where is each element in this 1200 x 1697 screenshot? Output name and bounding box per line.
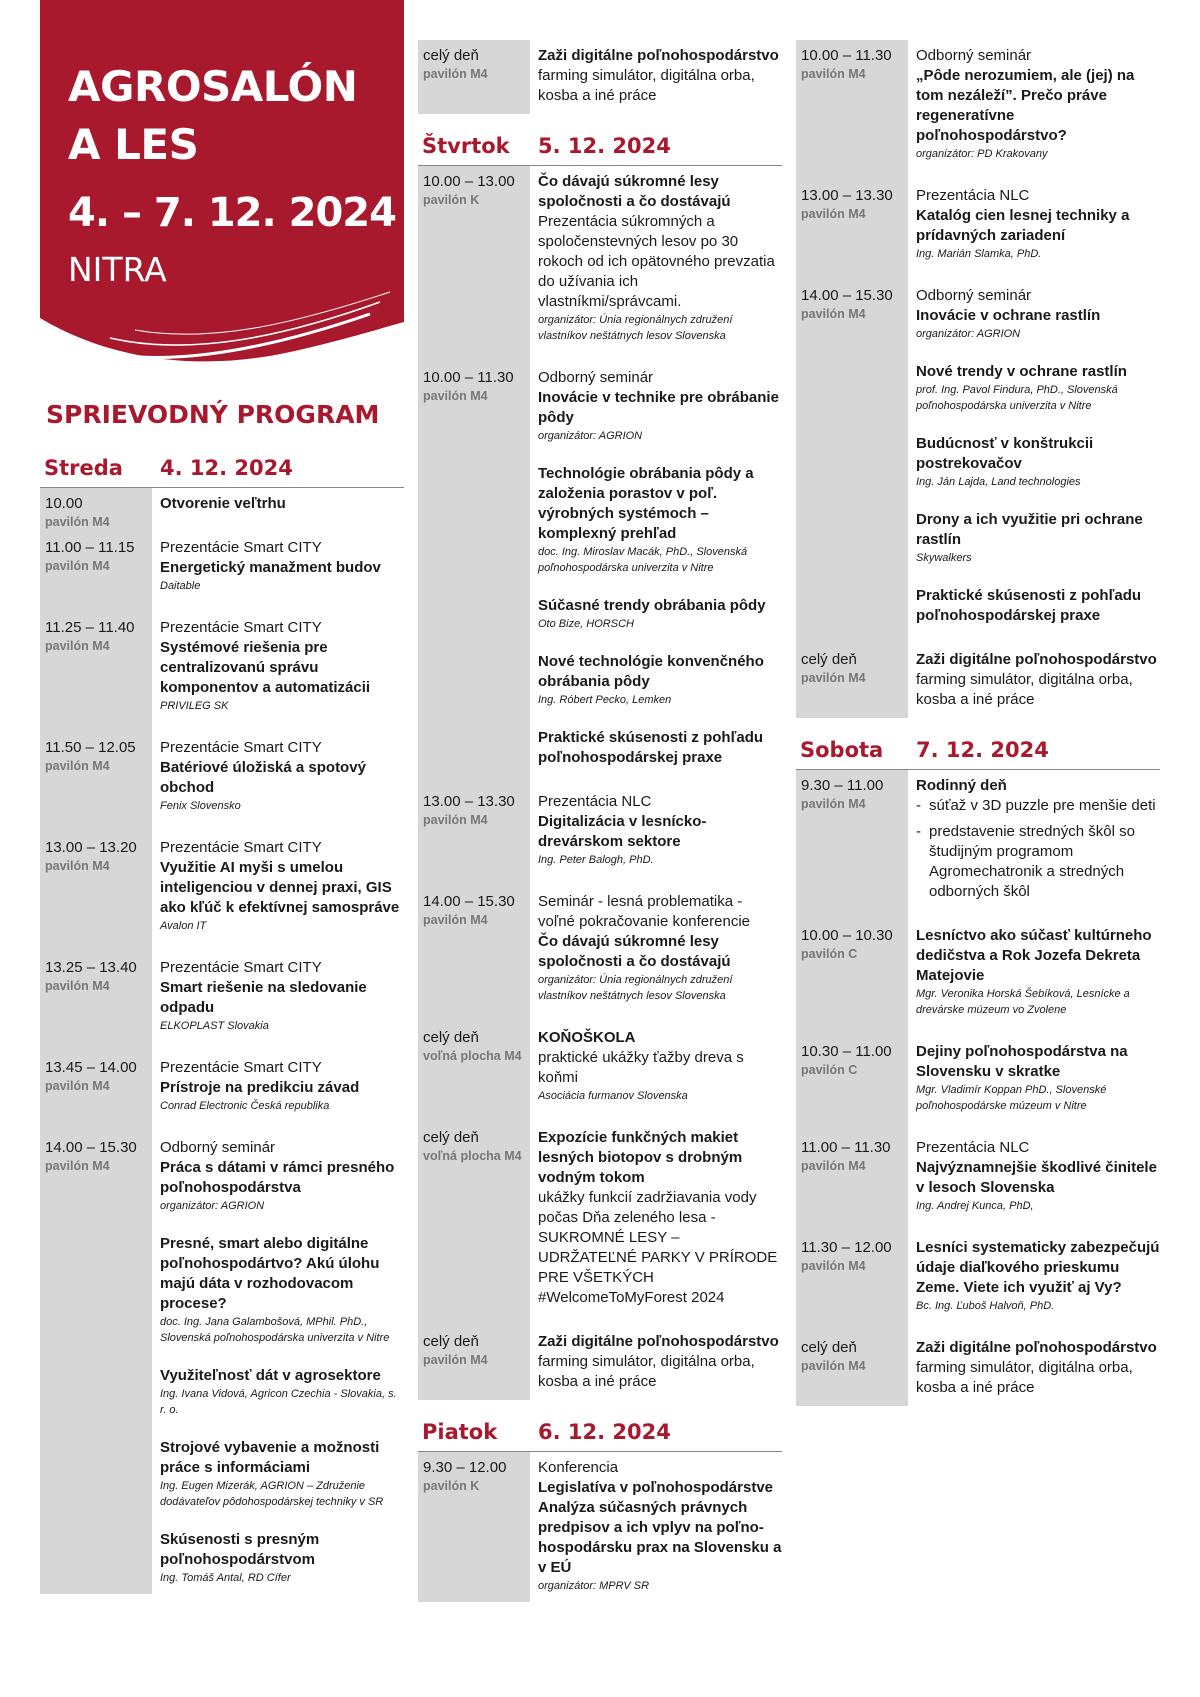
event-time-cell: [40, 612, 152, 732]
event-location: pavilón M4: [45, 515, 110, 529]
day-block-friday-continued: [796, 40, 1160, 718]
event-organizer: Conrad Electronic Česká republika: [160, 1100, 330, 1112]
event-time-cell: [418, 1326, 530, 1400]
subtopic-speaker: doc. Ing. Jana Galambošová, MPhil. PhD., Slovenská poľnohospodárska univerzita v Nitre: [160, 1316, 390, 1344]
day-header: [418, 1414, 782, 1452]
event-location: pavilón M4: [423, 1353, 488, 1367]
event-location: pavilón M4: [423, 389, 488, 403]
event-time-cell: [796, 40, 908, 180]
event-time: 13.00 – 13.20: [45, 839, 137, 856]
event-location: pavilón M4: [45, 759, 110, 773]
event-location: pavilón K: [423, 1479, 480, 1493]
event-organizer: organizátor: AGRION: [538, 430, 643, 442]
day-date: 7. 12. 2024: [916, 738, 1049, 762]
event-title: Digitalizácia v lesnícko-drevárskom sektore: [538, 813, 707, 850]
event-time-cell: [796, 770, 908, 920]
event-row: [796, 644, 1160, 718]
event-type: Prezentácie Smart CITY: [160, 839, 322, 856]
subtopic-speaker: doc. Ing. Miroslav Macák, PhD., Slovenská poľnohospodárska univerzita v Nitre: [538, 546, 748, 574]
event-body: [530, 886, 782, 1022]
fair-city: NITRA: [68, 250, 167, 289]
event-title: Zaži digitálne poľnohospodárstvo: [538, 47, 779, 64]
event-time-cell: [40, 732, 152, 832]
event-time: 14.00 – 15.30: [423, 893, 515, 910]
subtopic-speaker: Ing. Ján Lajda, Land technologies: [916, 476, 1081, 488]
event-organizer: organizátor: Únia regionálnych združení vlastníkov neštátnych lesov Slovenska: [538, 314, 733, 342]
event-title: Práca s dátami v rámci presného poľnohospodárstva: [160, 1159, 395, 1196]
event-organizer: organizátor: AGRION: [160, 1200, 265, 1212]
event-title: Inovácie v ochrane rastlín: [916, 307, 1101, 324]
event-time: 9.30 – 11.00: [801, 777, 884, 794]
event-row: [796, 180, 1160, 280]
event-title: Zaži digitálne poľnohospodárstvo: [538, 1333, 779, 1350]
event-location: pavilón C: [801, 947, 858, 961]
list-item: [916, 796, 1160, 816]
schedule-block: [418, 40, 782, 114]
event-location: pavilón M4: [45, 859, 110, 873]
event-location: voľná plocha M4: [423, 1149, 522, 1163]
event-body: [152, 488, 404, 532]
event-time-cell: [418, 40, 530, 114]
event-time-cell: [796, 644, 908, 718]
event-location: pavilón M4: [801, 671, 866, 685]
event-body: [152, 1052, 404, 1132]
event-row: [40, 732, 404, 832]
event-time: 10.00 – 10.30: [801, 927, 893, 944]
event-title: Rodinný deň: [916, 777, 1007, 794]
event-title: „Pôde nerozumiem, ale (jej) na tom nezáleží”. Prečo práve regeneratívne poľnohospodárstvo?: [916, 67, 1135, 144]
event-time: 10.00: [45, 495, 83, 512]
event-time: celý deň: [423, 1333, 479, 1350]
day-header: [40, 450, 404, 488]
day-date: 4. 12. 2024: [160, 456, 293, 480]
event-time-cell: [418, 1122, 530, 1326]
event-type: Odborný seminár: [160, 1139, 276, 1156]
column-3: [796, 40, 1160, 1406]
event-row: [796, 1332, 1160, 1406]
event-organizer: Bc. Ing. Ľuboš Halvoň, PhD.: [916, 1300, 1055, 1312]
event-organizer: Asociácia furmanov Slovenska: [538, 1090, 688, 1102]
subtopic-title: Technológie obrábania pôdy a založenia porastov v poľ. výrobných systémoch – komplexný prehľad: [538, 465, 754, 542]
event-type: Prezentácie Smart CITY: [160, 619, 322, 636]
event-body: [908, 920, 1160, 1036]
event-time: 9.30 – 12.00: [423, 1459, 507, 1476]
event-row: [418, 1122, 782, 1326]
day-date: 6. 12. 2024: [538, 1420, 671, 1444]
event-location: pavilón M4: [801, 1259, 866, 1273]
event-title: Prístroje na predikciu závad: [160, 1079, 360, 1096]
event-location: pavilón M4: [801, 1359, 866, 1373]
event-time-cell: [40, 1132, 152, 1594]
event-organizer: Ing. Andrej Kunca, PhD,: [916, 1200, 1034, 1212]
event-title: Zaži digitálne poľnohospodárstvo: [916, 651, 1157, 668]
event-type: Prezentácie Smart CITY: [160, 739, 322, 756]
event-organizer: organizátor: AGRION: [916, 328, 1021, 340]
event-location: pavilón K: [423, 193, 480, 207]
event-organizer: organizátor: MPRV SR: [538, 1580, 650, 1592]
subtopic-title: Nové trendy v ochrane rastlín: [916, 363, 1127, 380]
event-row: [40, 832, 404, 952]
event-location: pavilón C: [801, 1063, 858, 1077]
fair-title: AGROSALÓN A LES: [68, 62, 358, 169]
wave-decoration: [40, 0, 404, 375]
event-time-cell: [418, 1022, 530, 1122]
day-name: Sobota: [800, 738, 884, 762]
event-row: [418, 1452, 782, 1602]
event-description: praktické ukážky ťažby dreva s koňmi: [538, 1049, 744, 1086]
event-body: [908, 1232, 1160, 1332]
schedule-block: [40, 488, 404, 1594]
event-body: [908, 40, 1160, 180]
program-title: SPRIEVODNÝ PROGRAM: [46, 400, 380, 429]
schedule-block: [796, 770, 1160, 1406]
event-location: pavilón M4: [423, 67, 488, 81]
event-description: farming simulátor, digitálna orba, kosba a iné práce: [916, 1359, 1133, 1396]
event-body: [152, 832, 404, 952]
event-row: [418, 40, 782, 114]
subtopic-title: Skúsenosti s presným poľnohospodárstvom: [160, 1531, 320, 1568]
day-date: 5. 12. 2024: [538, 134, 671, 158]
subtopic: [538, 596, 782, 632]
event-location: pavilón M4: [423, 813, 488, 827]
event-time-cell: [796, 1132, 908, 1232]
event-time: 11.25 – 11.40: [45, 619, 135, 636]
event-time-cell: [418, 362, 530, 786]
event-time: 14.00 – 15.30: [45, 1139, 137, 1156]
event-row: [796, 40, 1160, 180]
event-organizer: Mgr. Vladimír Koppan PhD., Slovenské poľnohospodárske múzeum v Nitre: [916, 1084, 1107, 1112]
event-body: [908, 644, 1160, 718]
event-body: [908, 1332, 1160, 1406]
event-row: [796, 280, 1160, 644]
event-location: pavilón M4: [45, 639, 110, 653]
event-time: celý deň: [423, 47, 479, 64]
event-title: Otvorenie veľtrhu: [160, 495, 286, 512]
event-body: [530, 786, 782, 886]
event-time-cell: [796, 920, 908, 1036]
column-2: [418, 40, 782, 1602]
event-location: pavilón M4: [801, 797, 866, 811]
event-title: Legislatíva v poľnohospodárstve Analýza súčasných právnych predpisov a ich vplyv na poľno-hospodársku prax na Slovensku a v EÚ: [538, 1479, 782, 1576]
event-body: [152, 1132, 404, 1594]
event-row: [796, 920, 1160, 1036]
subtopic-title: Praktické skúsenosti z pohľadu poľnohospodárskej praxe: [916, 587, 1142, 624]
schedule-block: [796, 40, 1160, 718]
event-time: 11.50 – 12.05: [45, 739, 136, 756]
event-title: Inovácie v technike pre obrábanie pôdy: [538, 389, 779, 426]
event-type: Prezentácia NLC: [538, 793, 652, 810]
event-title: KOŇOŠKOLA: [538, 1029, 636, 1046]
event-body: [530, 166, 782, 362]
event-time: celý deň: [423, 1029, 479, 1046]
event-title: Najvýznamnejšie škodlivé činitele v lesoch Slovenska: [916, 1159, 1157, 1196]
event-time-cell: [40, 832, 152, 952]
event-location: pavilón M4: [45, 1079, 110, 1093]
event-location: pavilón M4: [45, 559, 110, 573]
subtopic: [160, 1234, 404, 1346]
event-time-cell: [796, 1232, 908, 1332]
event-type: Prezentácia NLC: [916, 187, 1030, 204]
day-block-wednesday: [40, 450, 404, 1594]
day-name: Štvrtok: [422, 134, 510, 158]
subtopic: [160, 1366, 404, 1418]
event-type: Seminár - lesná problematika - voľné pokračovanie konferencie: [538, 893, 751, 930]
event-title: Dejiny poľnohospodárstva na Slovensku v skratke: [916, 1043, 1128, 1080]
subtopic-title: Drony a ich využitie pri ochrane rastlín: [916, 511, 1143, 548]
subtopic-speaker: Ing. Ivana Vidová, Agricon Czechia - Slovakia, s. r. o.: [160, 1388, 397, 1416]
subtopic-speaker: Ing. Eugen Mizerák, AGRION – Združenie dodávateľov pôdohospodárskej techniky v SR: [160, 1480, 384, 1508]
event-organizer: organizátor: PD Krakovany: [916, 148, 1048, 160]
event-time: 10.00 – 11.30: [423, 369, 514, 386]
event-time: 13.00 – 13.30: [423, 793, 515, 810]
event-body: [530, 1452, 782, 1602]
day-name: Streda: [44, 456, 123, 480]
subtopic: [538, 652, 782, 708]
event-location: pavilón M4: [801, 1159, 866, 1173]
event-body: [908, 180, 1160, 280]
event-time: 14.00 – 15.30: [801, 287, 893, 304]
event-row: [418, 886, 782, 1022]
event-time-cell: [796, 180, 908, 280]
subtopic-speaker: Ing. Tomáš Antal, RD Cífer: [160, 1572, 291, 1584]
subtopic: [916, 510, 1160, 566]
event-time-cell: [418, 786, 530, 886]
event-row: [40, 612, 404, 732]
list-item-text: súťaž v 3D puzzle pre menšie deti: [929, 797, 1156, 814]
subtopic-speaker: Skywalkers: [916, 552, 972, 564]
subtopic-title: Využiteľnosť dát v agrosektore: [160, 1367, 381, 1384]
event-body: [908, 1036, 1160, 1132]
event-time-cell: [40, 488, 152, 532]
subtopic: [160, 1530, 404, 1586]
event-title: Čo dávajú súkromné lesy spoločnosti a čo dostávajú: [538, 933, 731, 970]
event-title: Využitie AI myši s umelou inteligenciou v dennej praxi, GIS ako kľúč k efektívnej samospráve: [160, 859, 400, 916]
schedule-block: [418, 166, 782, 1400]
event-body: [152, 952, 404, 1052]
event-time: 10.30 – 11.00: [801, 1043, 892, 1060]
event-time-cell: [796, 1036, 908, 1132]
event-description: farming simulátor, digitálna orba, kosba a iné práce: [538, 1353, 755, 1390]
schedule-block: [418, 1452, 782, 1602]
event-location: pavilón M4: [45, 979, 110, 993]
event-row: [40, 952, 404, 1052]
subtopic-speaker: Oto Bize, HORSCH: [538, 618, 634, 630]
list-item: [916, 822, 1160, 902]
event-organizer: Daitable: [160, 580, 201, 592]
event-time: celý deň: [801, 651, 857, 668]
event-body: [908, 280, 1160, 644]
event-description: Prezentácia súkromných a spoločenstevných lesov po 30 rokoch od ich opätovného prevzatia do užívania ich vlastníkmi/správcami.: [538, 213, 775, 310]
event-type: Odborný seminár: [538, 369, 654, 386]
event-body: [530, 40, 782, 114]
event-row: [796, 1036, 1160, 1132]
event-organizer: ELKOPLAST Slovakia: [160, 1020, 269, 1032]
event-type: Prezentácie Smart CITY: [160, 539, 322, 556]
day-block-friday: [418, 1414, 782, 1602]
event-title: Expozície funkčných makiet lesných biotopov s drobným vodným tokom: [538, 1129, 743, 1186]
event-row: [418, 786, 782, 886]
event-row: [418, 166, 782, 362]
subtopic-title: Praktické skúsenosti z pohľadu poľnohospodárskej praxe: [538, 729, 764, 766]
event-time-cell: [40, 1052, 152, 1132]
event-time-cell: [418, 1452, 530, 1602]
event-time: 11.30 – 12.00: [801, 1239, 892, 1256]
day-name: Piatok: [422, 1420, 498, 1444]
event-type: Prezentácie Smart CITY: [160, 1059, 322, 1076]
event-row: [40, 532, 404, 612]
event-body: [908, 1132, 1160, 1232]
event-time: 13.00 – 13.30: [801, 187, 893, 204]
event-title: Čo dávajú súkromné lesy spoločnosti a čo dostávajú: [538, 173, 731, 210]
event-row: [796, 770, 1160, 920]
event-organizer: Ing. Marián Slamka, PhD.: [916, 248, 1042, 260]
event-time-cell: [418, 886, 530, 1022]
event-type: Prezentácia NLC: [916, 1139, 1030, 1156]
event-type: Odborný seminár: [916, 47, 1032, 64]
column-1: [40, 450, 404, 1594]
subtopic-title: Nové technológie konvenčného obrábania pôdy: [538, 653, 764, 690]
event-row: [40, 1132, 404, 1594]
subtopic-title: Súčasné trendy obrábania pôdy: [538, 597, 766, 614]
event-location: pavilón M4: [801, 207, 866, 221]
event-type: Konferencia: [538, 1459, 619, 1476]
event-body: [152, 732, 404, 832]
event-organizer: organizátor: Únia regionálnych združení vlastníkov neštátnych lesov Slovenska: [538, 974, 733, 1002]
event-row: [40, 1052, 404, 1132]
fair-dates: 4. – 7. 12. 2024: [68, 190, 396, 236]
subtopic: [538, 464, 782, 576]
subtopic-title: Strojové vybavenie a možnosti práce s informáciami: [160, 1439, 380, 1476]
event-description: farming simulátor, digitálna orba, kosba a iné práce: [916, 671, 1133, 708]
subtopic-title: Presné, smart alebo digitálne poľnohospodártvo? Akú úlohu majú dáta v rozhodovacom procese?: [160, 1235, 380, 1312]
event-title: Katalóg cien lesnej techniky a prídavných zariadení: [916, 207, 1130, 244]
day-header: [418, 128, 782, 166]
subtopic: [916, 434, 1160, 490]
event-row: [418, 1022, 782, 1122]
subtopic-speaker: Ing. Róbert Pecko, Lemken: [538, 694, 672, 706]
dash-marker: -: [916, 823, 921, 840]
subtopic: [916, 362, 1160, 414]
header-banner: [40, 0, 404, 375]
event-title: Lesníci systematicky zabezpečujú údaje diaľkového prieskumu Zeme. Viete ich využiť aj Vy?: [916, 1239, 1160, 1296]
event-location: pavilón M4: [423, 913, 488, 927]
event-body: [530, 1326, 782, 1400]
day-block-wednesday-continued: [418, 40, 782, 114]
subtopic-title: Budúcnosť v konštrukcii postrekovačov: [916, 435, 1094, 472]
event-organizer: Avalon IT: [160, 920, 207, 932]
event-time-cell: [796, 1332, 908, 1406]
event-location: voľná plocha M4: [423, 1049, 522, 1063]
subtopic: [160, 1438, 404, 1510]
event-type: Prezentácie Smart CITY: [160, 959, 322, 976]
event-time-cell: [418, 166, 530, 362]
subtopic-speaker: prof. Ing. Pavol Findura, PhD., Slovenská poľnohospodárska univerzita v Nitre: [916, 384, 1118, 412]
event-body: [530, 1122, 782, 1326]
event-title: Energetický manažment budov: [160, 559, 381, 576]
event-body: [152, 612, 404, 732]
event-row: [418, 362, 782, 786]
event-time-cell: [796, 280, 908, 644]
event-title: Zaži digitálne poľnohospodárstvo: [916, 1339, 1157, 1356]
event-body: [908, 770, 1160, 920]
event-row: [418, 1326, 782, 1400]
dash-marker: -: [916, 797, 921, 814]
event-body: [530, 1022, 782, 1122]
event-organizer: Fenix Slovensko: [160, 800, 241, 812]
event-location: pavilón M4: [801, 67, 866, 81]
list-item-text: predstavenie stredných škôl so študijným programom Agromechatronik a stredných odborných škôl: [929, 823, 1135, 900]
event-time: 10.00 – 13.00: [423, 173, 515, 190]
event-time-cell: [40, 532, 152, 612]
event-row: [796, 1232, 1160, 1332]
subtopic: [916, 586, 1160, 626]
event-title: Smart riešenie na sledovanie odpadu: [160, 979, 367, 1016]
event-title: Systémové riešenia pre centralizovanú správu komponentov a automatizácii: [160, 639, 371, 696]
event-time: celý deň: [801, 1339, 857, 1356]
event-time: 13.25 – 13.40: [45, 959, 137, 976]
event-body: [530, 362, 782, 786]
day-block-saturday: [796, 732, 1160, 1406]
event-organizer: Ing. Peter Balogh, PhD.: [538, 854, 654, 866]
day-header: [796, 732, 1160, 770]
event-title: Batériové úložiská a spotový obchod: [160, 759, 366, 796]
event-time: celý deň: [423, 1129, 479, 1146]
event-description: farming simulátor, digitálna orba, kosba a iné práce: [538, 67, 755, 104]
event-description: ukážky funkcií zadržiavania vody počas Dňa zeleného lesa - SUKROMNÉ LESY – UDRŽATEĽNÉ PARKY V PRÍRODE PRE VŠETKÝCH #WelcomeToMyForest 2024: [538, 1189, 778, 1306]
event-row: [40, 488, 404, 532]
event-location: pavilón M4: [45, 1159, 110, 1173]
day-block-thursday: [418, 128, 782, 1400]
event-row: [796, 1132, 1160, 1232]
event-time: 11.00 – 11.15: [45, 539, 135, 556]
event-time: 11.00 – 11.30: [801, 1139, 891, 1156]
event-body: [152, 532, 404, 612]
event-type: Odborný seminár: [916, 287, 1032, 304]
event-title: Lesníctvo ako súčasť kultúrneho dedičstva a Rok Jozefa Dekreta Matejovie: [916, 927, 1152, 984]
event-time-cell: [40, 952, 152, 1052]
event-time: 13.45 – 14.00: [45, 1059, 137, 1076]
event-location: pavilón M4: [801, 307, 866, 321]
event-time: 10.00 – 11.30: [801, 47, 892, 64]
event-organizer: PRIVILEG SK: [160, 700, 229, 712]
subtopic: [538, 728, 782, 768]
event-organizer: Mgr. Veronika Horská Šebíková, Lesnícke a drevárske múzeum vo Zvolene: [916, 988, 1130, 1016]
